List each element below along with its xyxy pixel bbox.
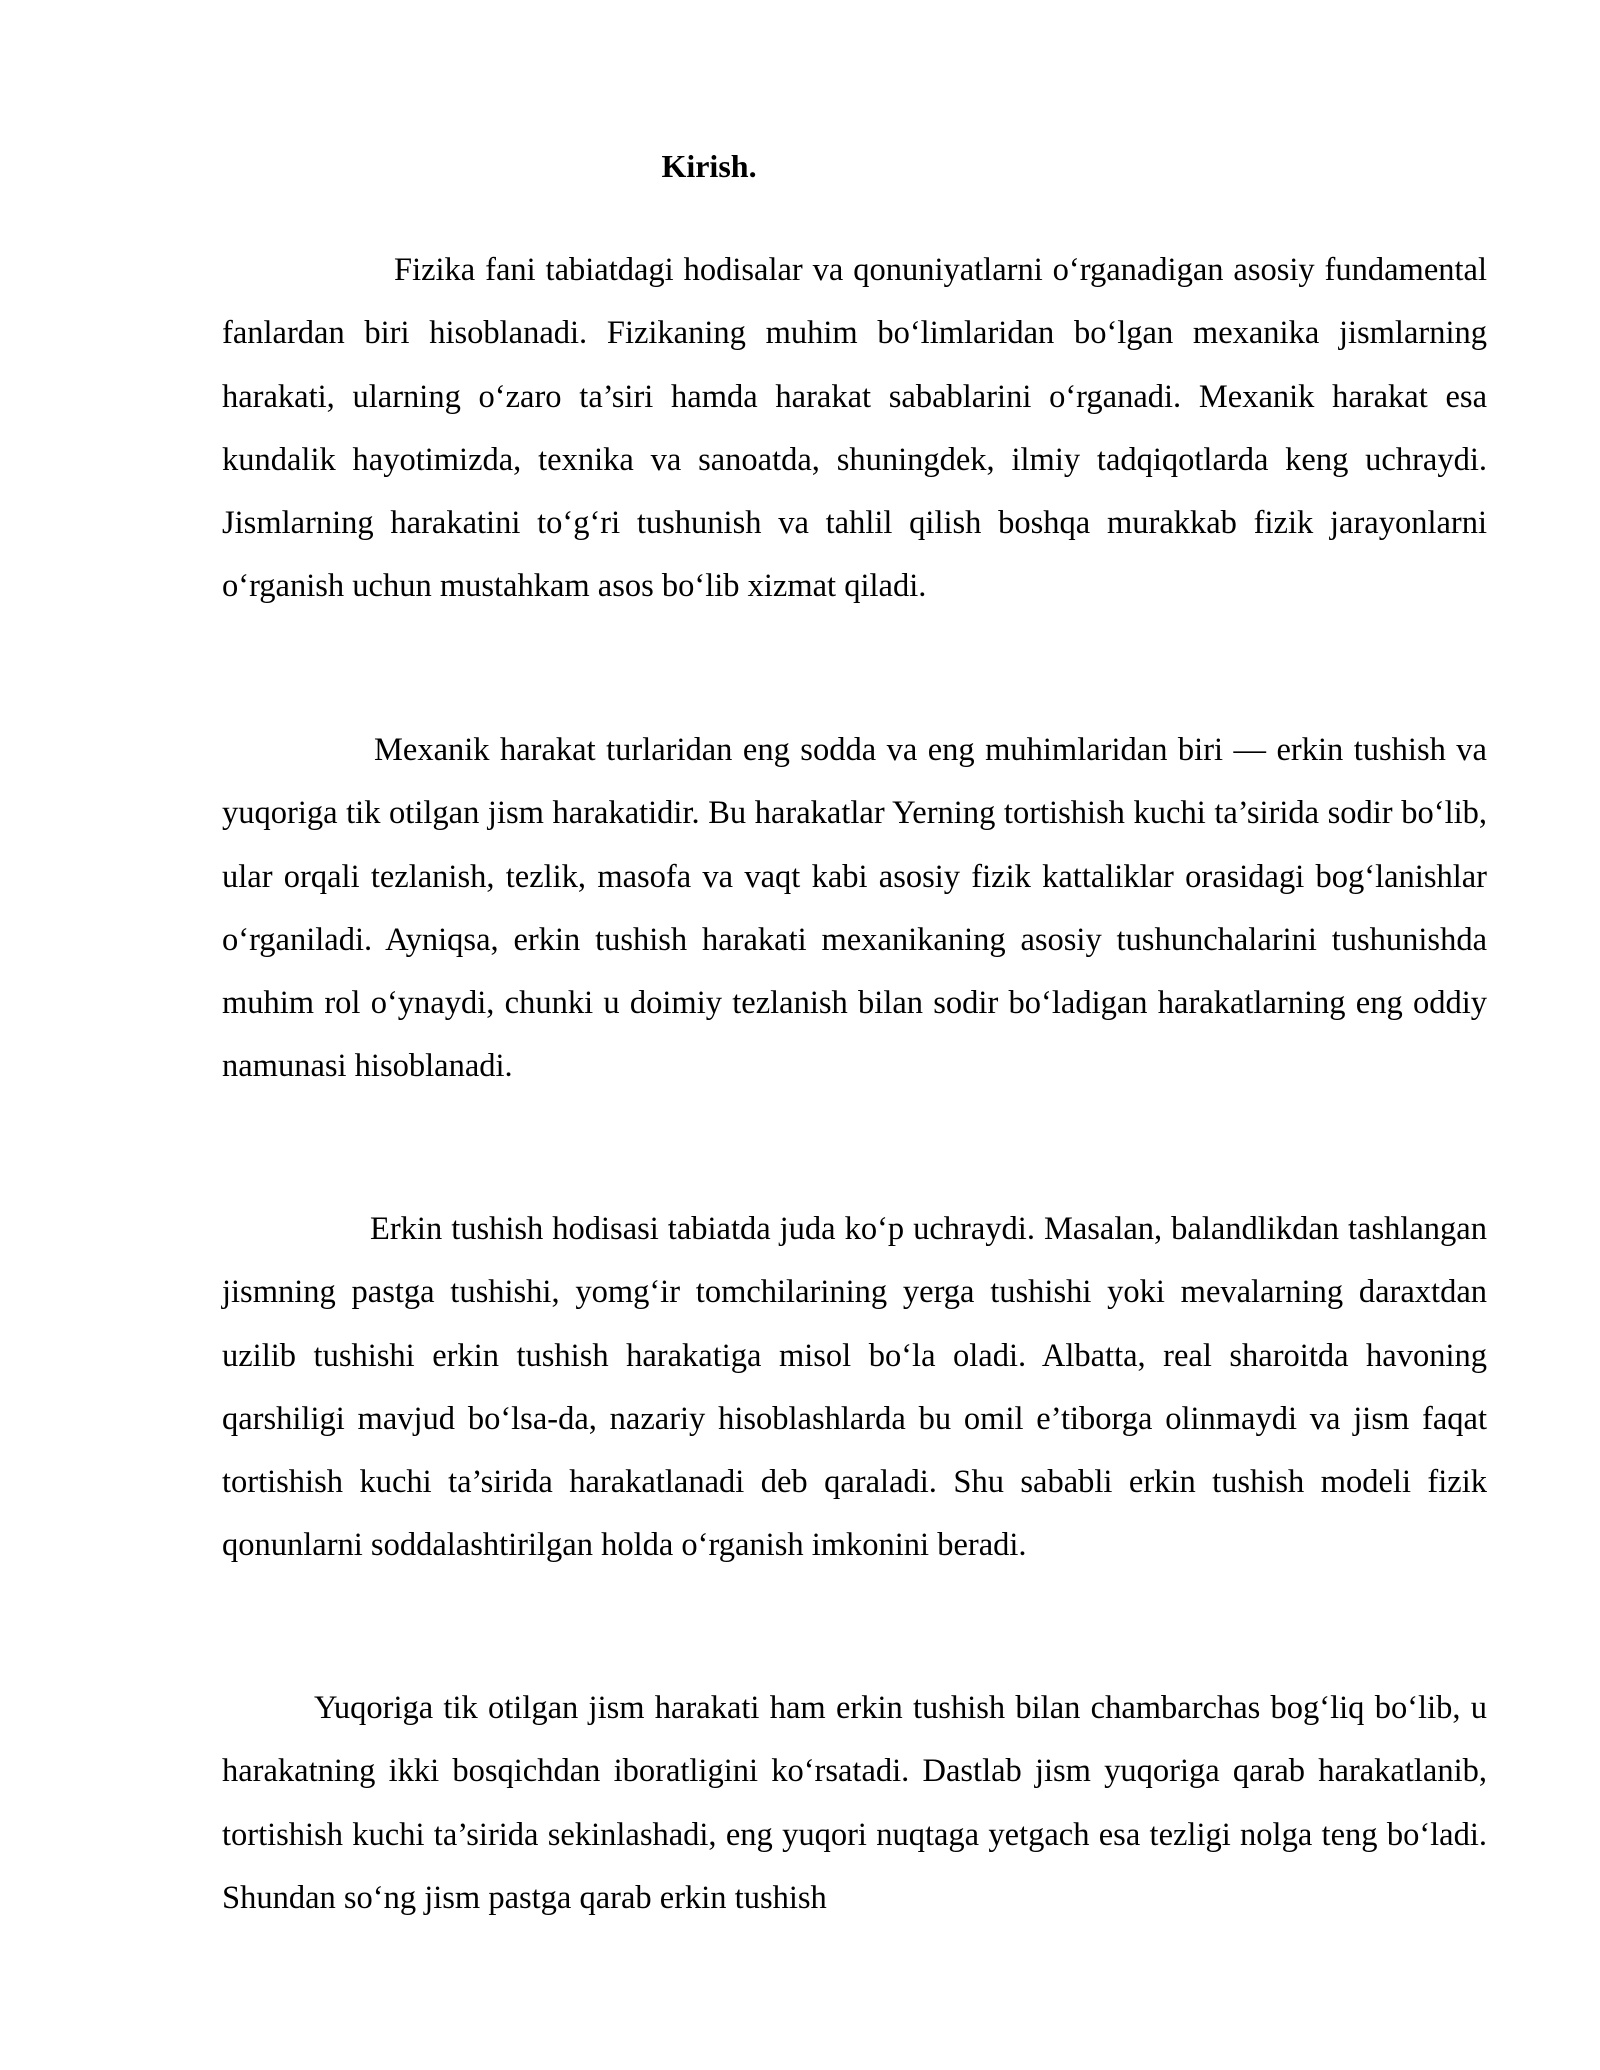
paragraph-mechanical-motion: Mexanik harakat turlaridan eng sodda va eng muhimlaridan biri — erkin tushish va yuqoriga tik otilgan jism harakatidir. Bu harakatlar Yerning tortishish kuchi ta’sirida sodir bo‘lib, ular orqali tezlanish, tezlik, masofa va vaqt kabi asosiy fizik kattaliklar orasidagi bog‘lanishlar o‘rganiladi. Ayniqsa, erkin tushish harakati mexanikaning asosiy tushunchalarini tushunishda muhim rol o‘ynaydi, chunki u doimiy tezlanish bilan sodir bo‘ladigan harakatlarning eng oddiy namunasi hisoblanadi. [222, 732, 1487, 1085]
section-title: Kirish. [661, 148, 757, 184]
paragraph-intro: Fizika fani tabiatdagi hodisalar va qonuniyatlarni o‘rganadigan asosiy fundamental fanlardan biri hisoblanadi. Fizikaning muhim bo‘limlaridan bo‘lgan mexanika jismlarning harakati, ularning o‘zaro ta’siri hamda harakat sabablarini o‘rganadi. Mexanik harakat esa kundalik hayotimizda, texnika va sanoatda, shuningdek, ilmiy tadqiqotlarda keng uchraydi. Jismlarning harakatini to‘g‘ri tushunish va tahlil qilish boshqa murakkab fizik jarayonlarni o‘rganish uchun mustahkam asos bo‘lib xizmat qiladi. [222, 252, 1487, 605]
paragraph-free-fall: Erkin tushish hodisasi tabiatda juda ko‘p uchraydi. Masalan, balandlikdan tashlangan jismning pastga tushishi, yomg‘ir tomchilarining yerga tushishi yoki mevalarning daraxtdan uzilib tushishi erkin tushish harakatiga misol bo‘la oladi. Albatta, real sharoitda havoning qarshiligi mavjud bo‘lsa-da, nazariy hisoblashlarda bu omil e’tiborga olinmaydi va jism faqat tortishish kuchi ta’sirida harakatlanadi deb qaraladi. Shu sababli erkin tushish modeli fizik qonunlarni soddalashtirilgan holda o‘rganish imkonini beradi. [222, 1211, 1487, 1564]
paragraph-vertical-throw: Yuqoriga tik otilgan jism harakati ham erkin tushish bilan chambarchas bog‘liq bo‘lib, u harakatning ikki bosqichdan iboratligini ko‘rsatadi. Dastlab jism yuqoriga qarab harakatlanib, tortishish kuchi ta’sirida sekinlashadi, eng yuqori nuqtaga yetgach esa tezligi nolga teng bo‘ladi. Shundan so‘ng jism pastga qarab erkin tushish [222, 1690, 1487, 1916]
